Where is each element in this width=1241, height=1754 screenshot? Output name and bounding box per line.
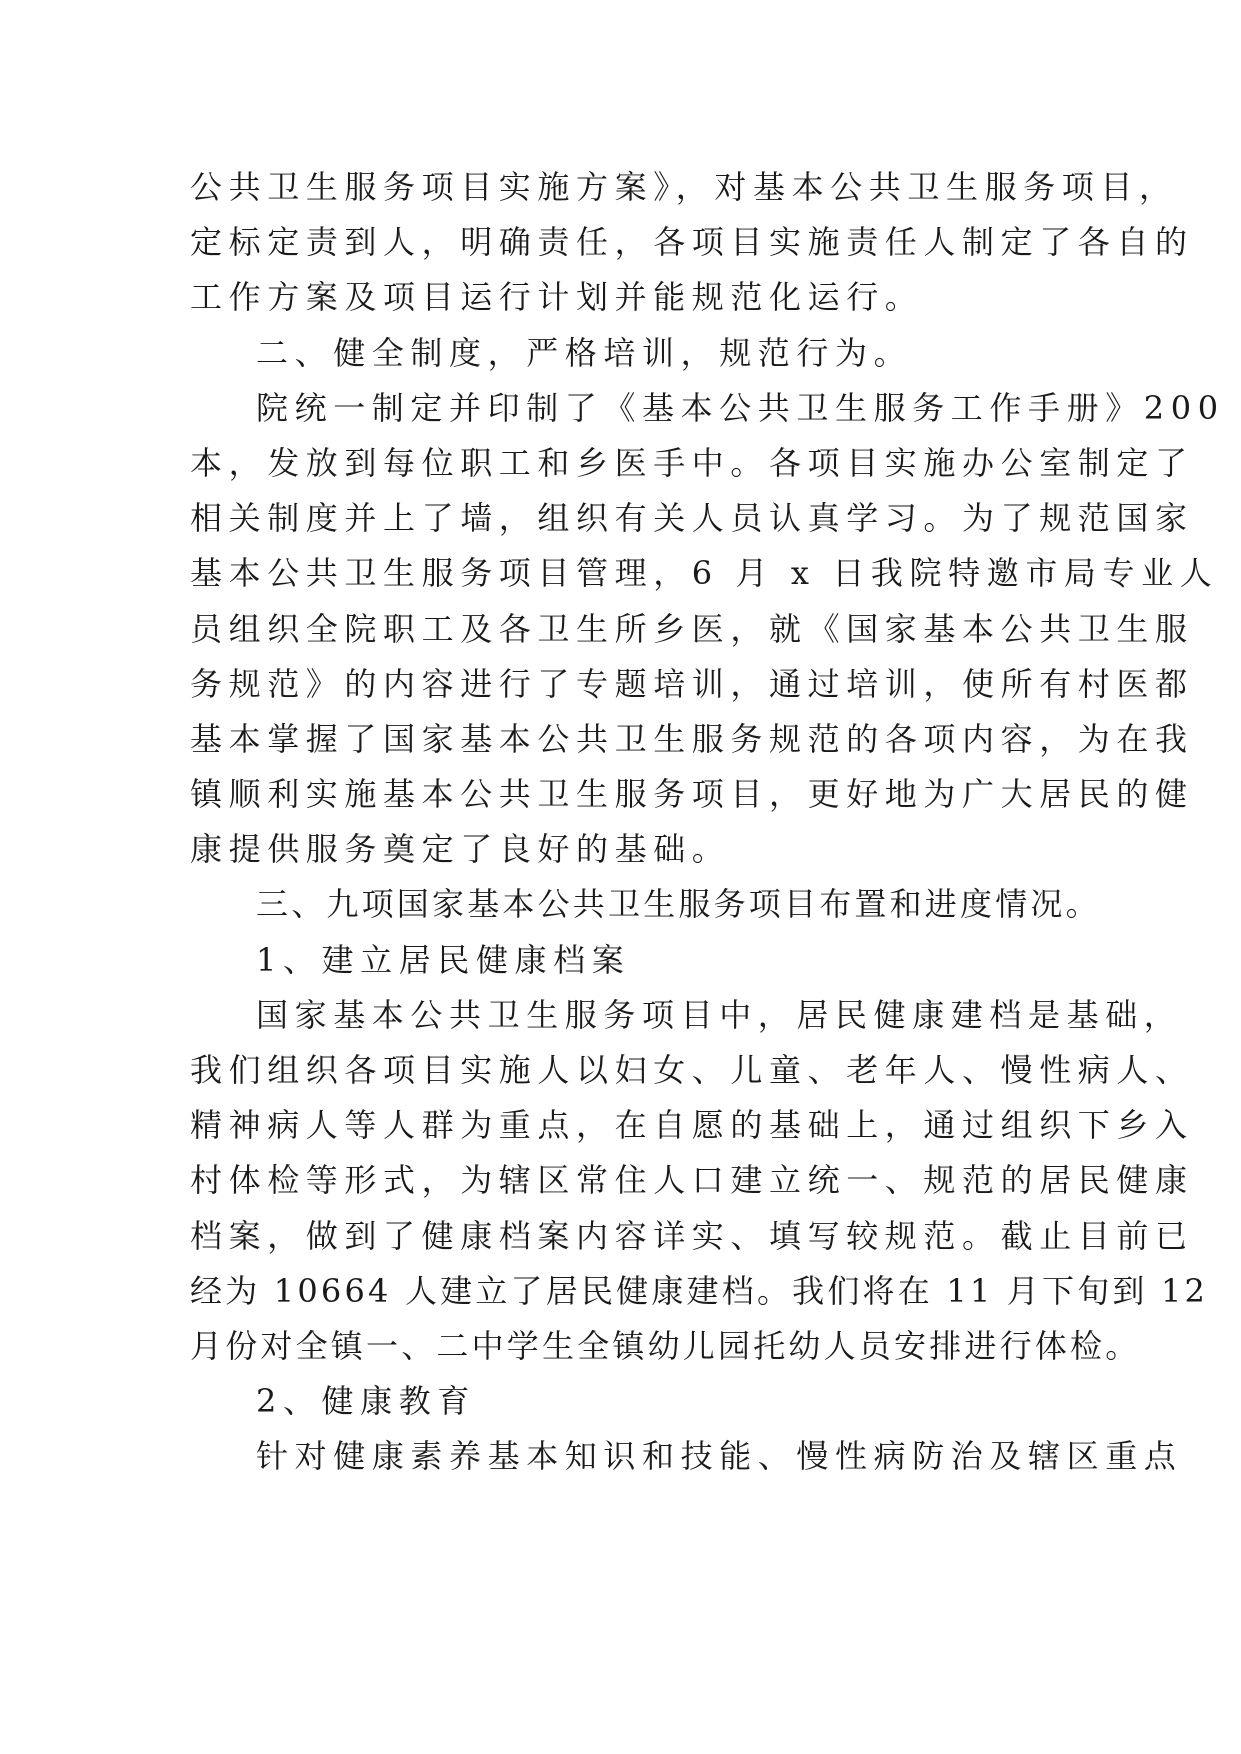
section-heading-3: 三、九项国家基本公共卫生服务项目布置和进度情况。 — [256, 885, 1101, 924]
subsection-heading-1: 1、建立居民健康档案 — [256, 940, 631, 979]
paragraph-line: 工作方案及项目运行计划并能规范化运行。 — [190, 278, 924, 317]
subsection-heading-2: 2、健康教育 — [256, 1382, 476, 1421]
paragraph-line: 务规范》的内容进行了专题培训，通过培训，使所有村医都 — [190, 664, 1194, 703]
paragraph-line: 镇顺利实施基本公共卫生服务项目，更好地为广大居民的健 — [190, 775, 1194, 814]
paragraph-line: 员组织全院职工及各卫生所乡医，就《国家基本公共卫生服 — [190, 609, 1194, 648]
paragraph-line: 定标定责到人，明确责任，各项目实施责任人制定了各自的 — [190, 223, 1194, 262]
paragraph-line: 针对健康素养基本知识和技能、慢性病防治及辖区重点 — [256, 1437, 1183, 1476]
paragraph-line: 基本掌握了国家基本公共卫生服务规范的各项内容，为在我 — [190, 719, 1194, 758]
paragraph-line: 康提供服务奠定了良好的基础。 — [190, 830, 731, 869]
paragraph-line: 公共卫生服务项目实施方案》，对基本公共卫生服务项目， — [190, 168, 1178, 206]
paragraph-line: 村体检等形式，为辖区常住人口建立统一、规范的居民健康 — [190, 1161, 1194, 1200]
document-body — [190, 160, 1225, 1485]
section-heading-2: 二、健全制度，严格培训，规范行为。 — [256, 333, 913, 372]
paragraph-line: 我们组织各项目实施人以妇女、儿童、老年人、慢性病人、 — [190, 1051, 1194, 1089]
paragraph-line: 经为 10664 人建立了居民健康建档。我们将在 11 月下旬到 12 — [190, 1271, 1209, 1310]
paragraph-line: 相关制度并上了墙，组织有关人员认真学习。为了规范国家 — [190, 499, 1194, 538]
paragraph-line: 档案，做到了健康档案内容详实、填写较规范。截止目前已 — [190, 1216, 1194, 1255]
paragraph-line: 精神病人等人群为重点，在自愿的基础上，通过组织下乡入 — [190, 1106, 1194, 1145]
paragraph-line: 月份对全镇一、二中学生全镇幼儿园托幼人员安排进行体检。 — [190, 1326, 1141, 1365]
paragraph-line: 本，发放到每位职工和乡医手中。各项目实施办公室制定了 — [190, 443, 1194, 482]
paragraph-line: 基本公共卫生服务项目管理，6 月 x 日我院特邀市局专业人 — [190, 554, 1219, 593]
paragraph-line: 院统一制定并印制了《基本公共卫生服务工作手册》200 — [256, 388, 1225, 427]
paragraph-line: 国家基本公共卫生服务项目中，居民健康建档是基础， — [256, 995, 1183, 1034]
